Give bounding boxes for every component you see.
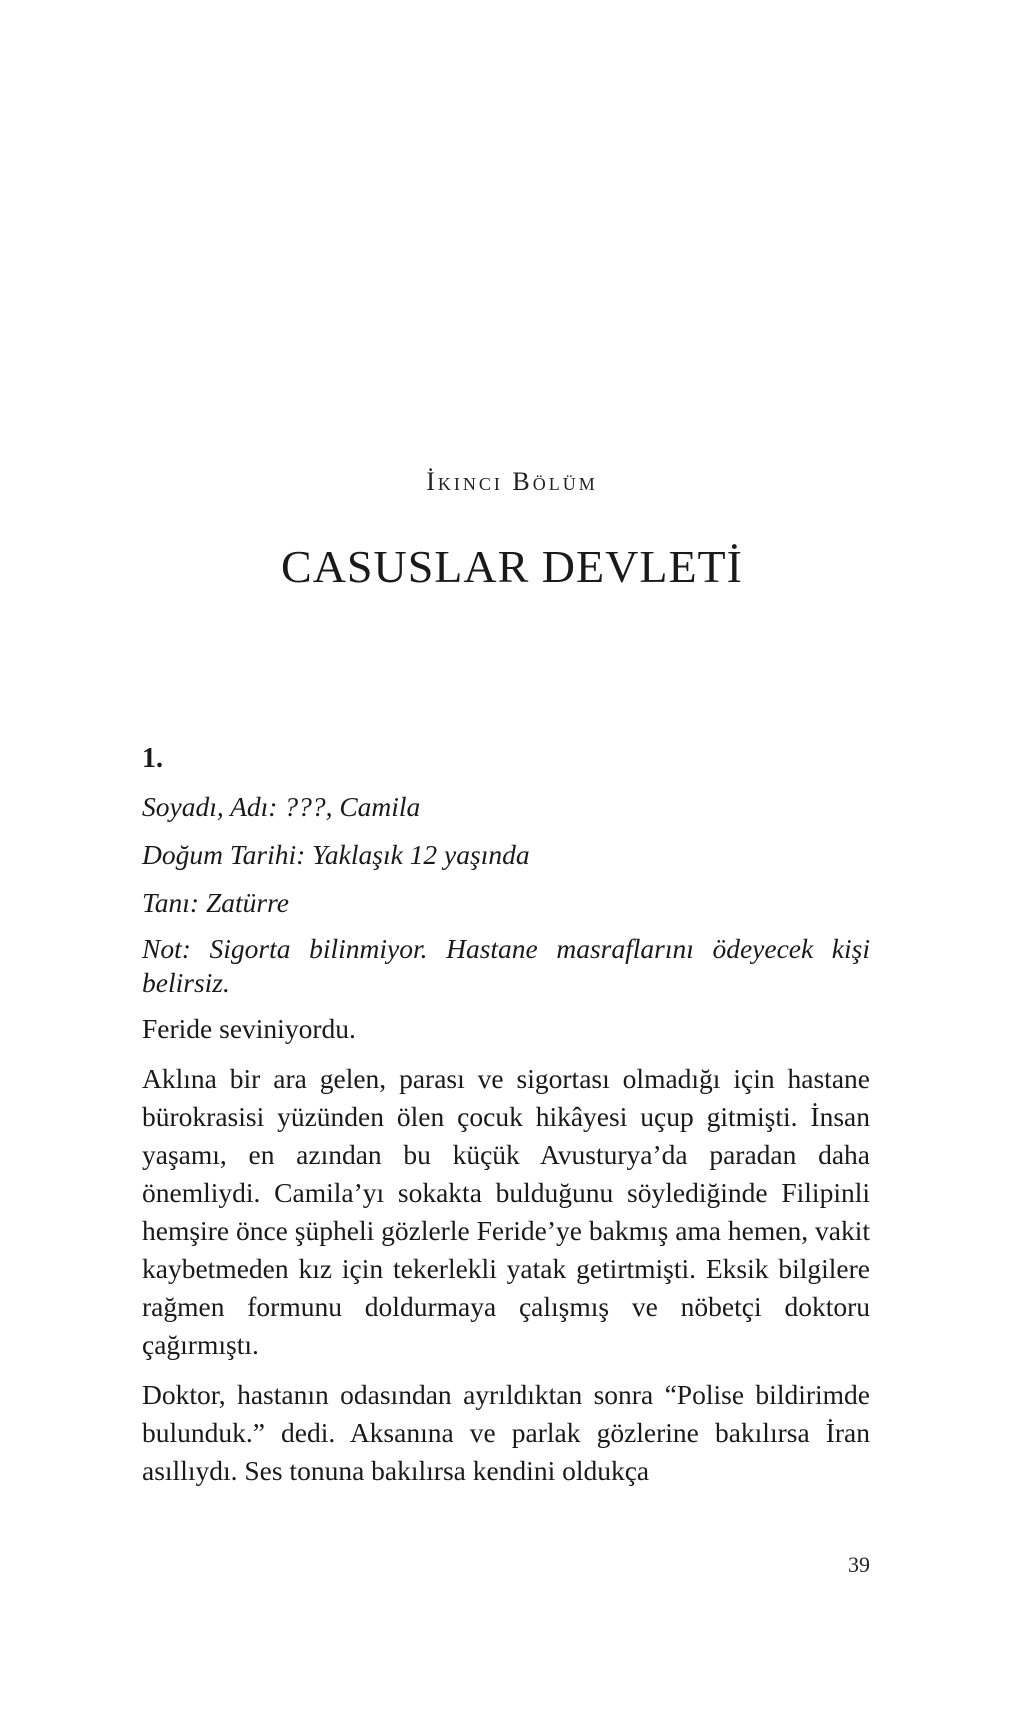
- record-note: Not: Sigorta bilinmiyor. Hastane masraflarını ödeyecek kişi belirsiz.: [142, 933, 870, 998]
- paragraph: Doktor, hastanın odasından ayrıldıktan sonra “Polise bildirimde bulunduk.” dedi. Aksanına ve parlak gözlerine bakılırsa İran asıllıydı. Ses tonuna bakılırsa kendini oldukça: [142, 1379, 870, 1486]
- paragraph: Aklına bir ara gelen, parası ve sigortası olmadığı için hastane bürokrasisi yüzünden ölen çocuk hikâyesi uçup gitmişti. İnsan yaşamı, en azından bu küçük Avusturya’da paradan daha önemliydi. Camila’yı sokakta bulduğunu söylediğinde Filipinli hemşire önce şüpheli gözlerle Feride’ye bakmış ama hemen, vakit kaybetmeden kız için tekerlekli yatak getirtmişti. Eksik bilgilere rağmen formunu doldurmaya çalışmış ve nöbetçi doktoru çağırmıştı.: [142, 1063, 870, 1360]
- record-birth-date: Doğum Tarihi: Yaklaşık 12 yaşında: [142, 839, 530, 870]
- section-number: 1.: [142, 743, 163, 774]
- record-surname-name: Soyadı, Adı: ???, Camila: [142, 791, 421, 822]
- page-number: 39: [848, 1552, 870, 1577]
- paragraph: Feride seviniyordu.: [142, 1013, 356, 1044]
- chapter-body: [142, 740, 870, 1502]
- chapter-title: CASUSLAR DEVLETİ: [281, 541, 743, 592]
- part-label: İkinci Bölüm: [426, 467, 598, 496]
- record-diagnosis: Tanı: Zatürre: [142, 887, 289, 918]
